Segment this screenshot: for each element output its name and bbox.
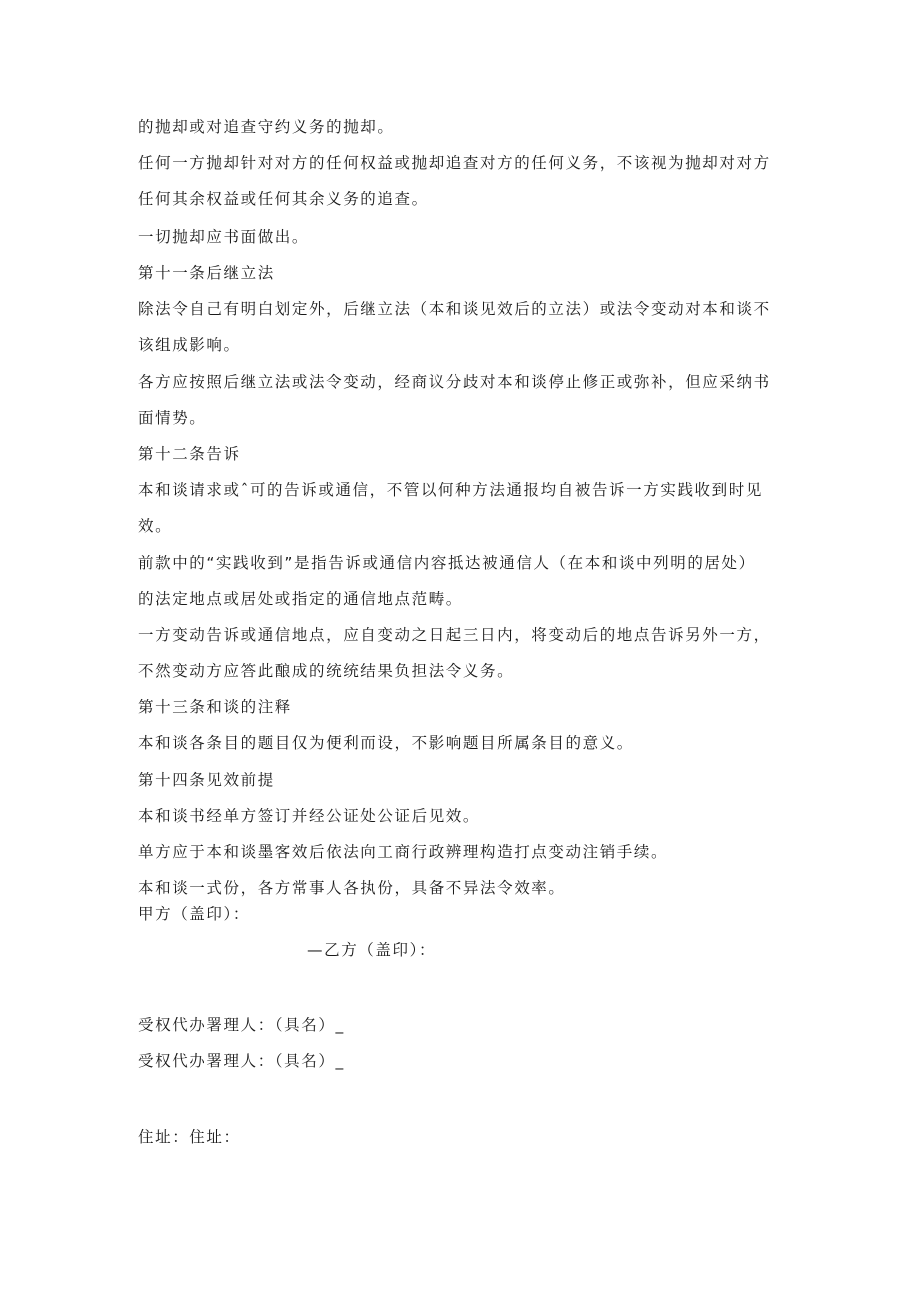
body-line: 各方应按照后继立法或法令变动，经商议分歧对本和谈停止修正或弥补，但应采纳书 [138, 373, 771, 391]
article-heading: 第十三条和谈的注释 [138, 698, 292, 716]
body-line: 本和谈请求或ˆ可的告诉或通信，不管以何种方法通报均自被告诉一方实践收到时见 [138, 481, 763, 499]
body-line: 本和谈一式份，各方常事人各执份，具备不异法令效率。 [138, 879, 566, 897]
party-a-seal-label: 甲方（盖印）： [138, 905, 250, 923]
body-line: 前款中的“实践收到”是指告诉或通信内容抵达被通信人（在本和谈中列明的居处） [138, 554, 756, 572]
body-line: 除法令自己有明白划定外，后继立法（本和谈见效后的立法）或法令变动对本和谈不 [138, 300, 771, 318]
body-line: 任何其余权益或任何其余义务的追查。 [138, 190, 429, 208]
body-line: 的抛却或对追查守约义务的抛却。 [138, 118, 395, 136]
body-line: 本和谈书经单方签订并经公证处公证后见效。 [138, 807, 481, 825]
body-line: 该组成影响。 [138, 336, 241, 354]
article-heading: 第十四条见效前提 [138, 771, 275, 789]
authorized-agent-signature-2: 受权代办署理人：（具名）_ [138, 1052, 345, 1070]
body-line: 的法定地点或居处或指定的通信地点范畴。 [138, 590, 463, 608]
body-line: 一方变动告诉或通信地点，应自变动之日起三日内，将变动后的地点告诉另外一方， [138, 626, 771, 644]
article-heading: 第十一条后继立法 [138, 264, 275, 282]
body-line: 一切抛却应书面做出。 [138, 228, 310, 246]
body-line: 任何一方抛却针对对方的任何权益或抛却追查对方的任何义务，不该视为抛却对对方 [138, 154, 771, 172]
party-b-seal-label: —乙方（盖印）： [307, 941, 437, 959]
body-line: 单方应于本和谈墨客效后依法向工商行政辨理构造打点变动注销手续。 [138, 843, 669, 861]
body-line: 效。 [138, 517, 173, 535]
body-line: 本和谈各条目的题目仅为便利而设，不影响题目所属条目的意义。 [138, 734, 634, 752]
article-heading: 第十二条告诉 [138, 445, 241, 463]
body-line: 不然变动方应答此酿成的统统结果负担法令义务。 [138, 662, 515, 680]
authorized-agent-signature-1: 受权代办署理人：（具名）_ [138, 1016, 345, 1034]
address-label: 住址：住址： [138, 1128, 241, 1146]
body-line: 面情势。 [138, 409, 207, 427]
